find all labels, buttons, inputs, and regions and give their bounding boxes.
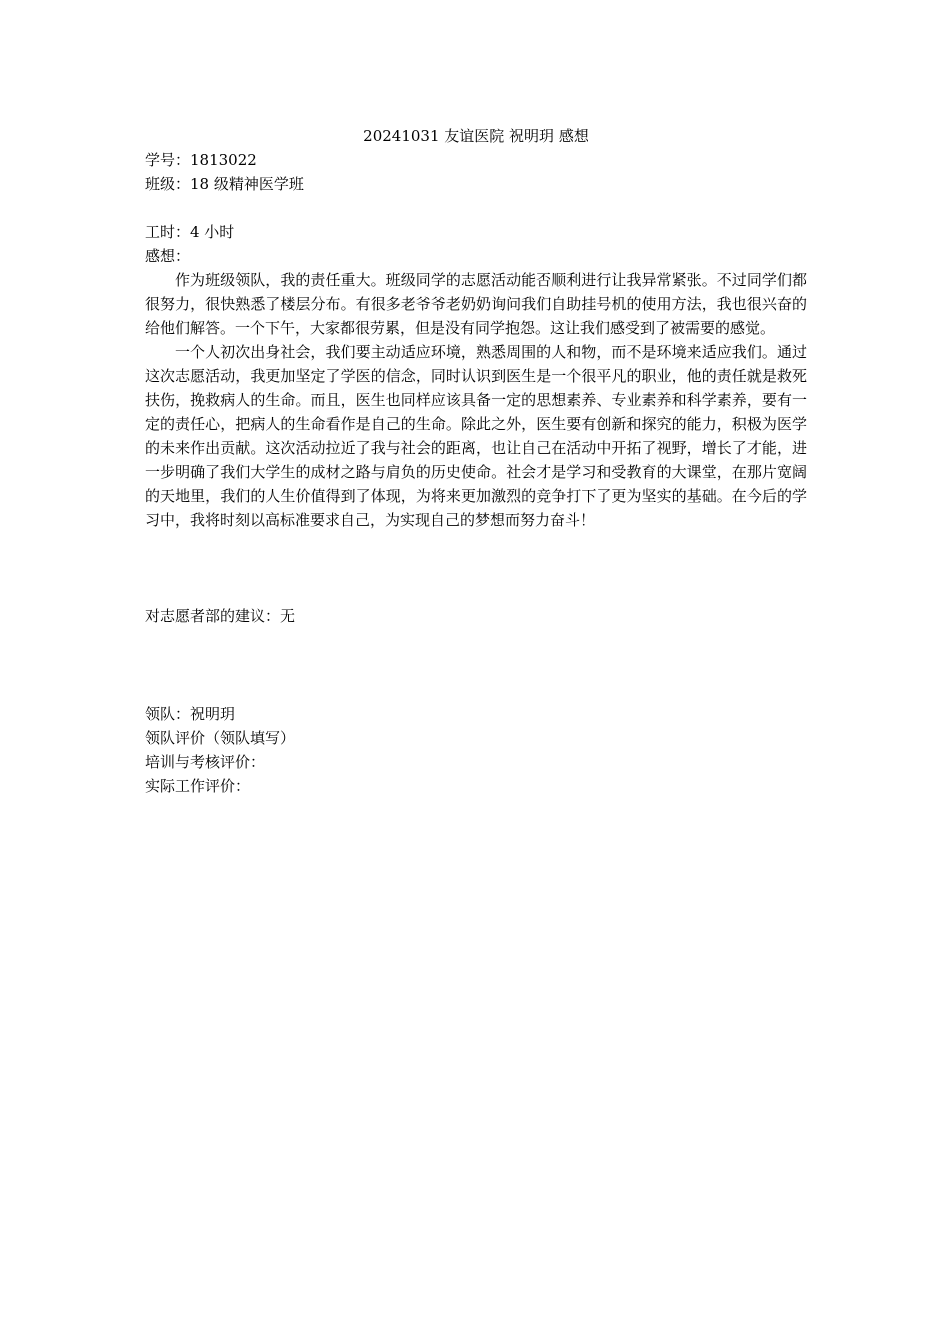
reflection-paragraph-2: 一个人初次出身社会，我们要主动适应环境，熟悉周围的人和物，而不是环境来适应我们。通过这次志愿活动，我更加坚定了学医的信念，同时认识到医生是一个很平凡的职业，他的责任就是救死扶伤，挽救病人的生命。而且，医生也同样应该具备一定的思想素养、专业素养和科学素养，要有一定的责任心，把病人的生命看作是自己的生命。除此之外，医生要有创新和探究的能力，积极为医学的未来作出贡献。这次活动拉近了我与社会的距离，也让自己在活动中开拓了视野，增长了才能，进一步明确了我们大学生的成材之路与肩负的历史使命。社会才是学习和受教育的大课堂，在那片宽阔的天地里，我们的人生价值得到了体现，为将来更加激烈的竞争打下了更为坚实的基础。在今后的学习中，我将时刻以高标准要求自己，为实现自己的梦想而努力奋斗！ (145, 343, 807, 529)
spacer (145, 532, 807, 604)
document-title: 20241031 友谊医院 祝明玥 感想 (363, 127, 589, 145)
reflection-label: 感想： (145, 247, 191, 265)
leader: 领队：祝明玥 (145, 705, 236, 723)
blank-line (145, 196, 807, 220)
work-hours: 工时：4 小时 (145, 223, 235, 241)
spacer (145, 628, 807, 702)
class-name: 班级：18 级精神医学班 (145, 175, 304, 193)
suggestion: 对志愿者部的建议：无 (145, 607, 296, 625)
training-evaluation: 培训与考核评价： (145, 753, 266, 771)
document-page (145, 124, 807, 798)
student-id: 学号：1813022 (145, 151, 257, 169)
reflection-paragraph-1: 作为班级领队，我的责任重大。班级同学的志愿活动能否顺利进行让我异常紧张。不过同学们都很努力，很快熟悉了楼层分布。有很多老爷爷老奶奶询问我们自助挂号机的使用方法，我也很兴奋的给他们解答。一个下午，大家都很劳累，但是没有同学抱怨。这让我们感受到了被需要的感觉。 (145, 271, 807, 337)
leader-evaluation: 领队评价（领队填写） (145, 729, 296, 747)
work-evaluation: 实际工作评价： (145, 777, 251, 795)
